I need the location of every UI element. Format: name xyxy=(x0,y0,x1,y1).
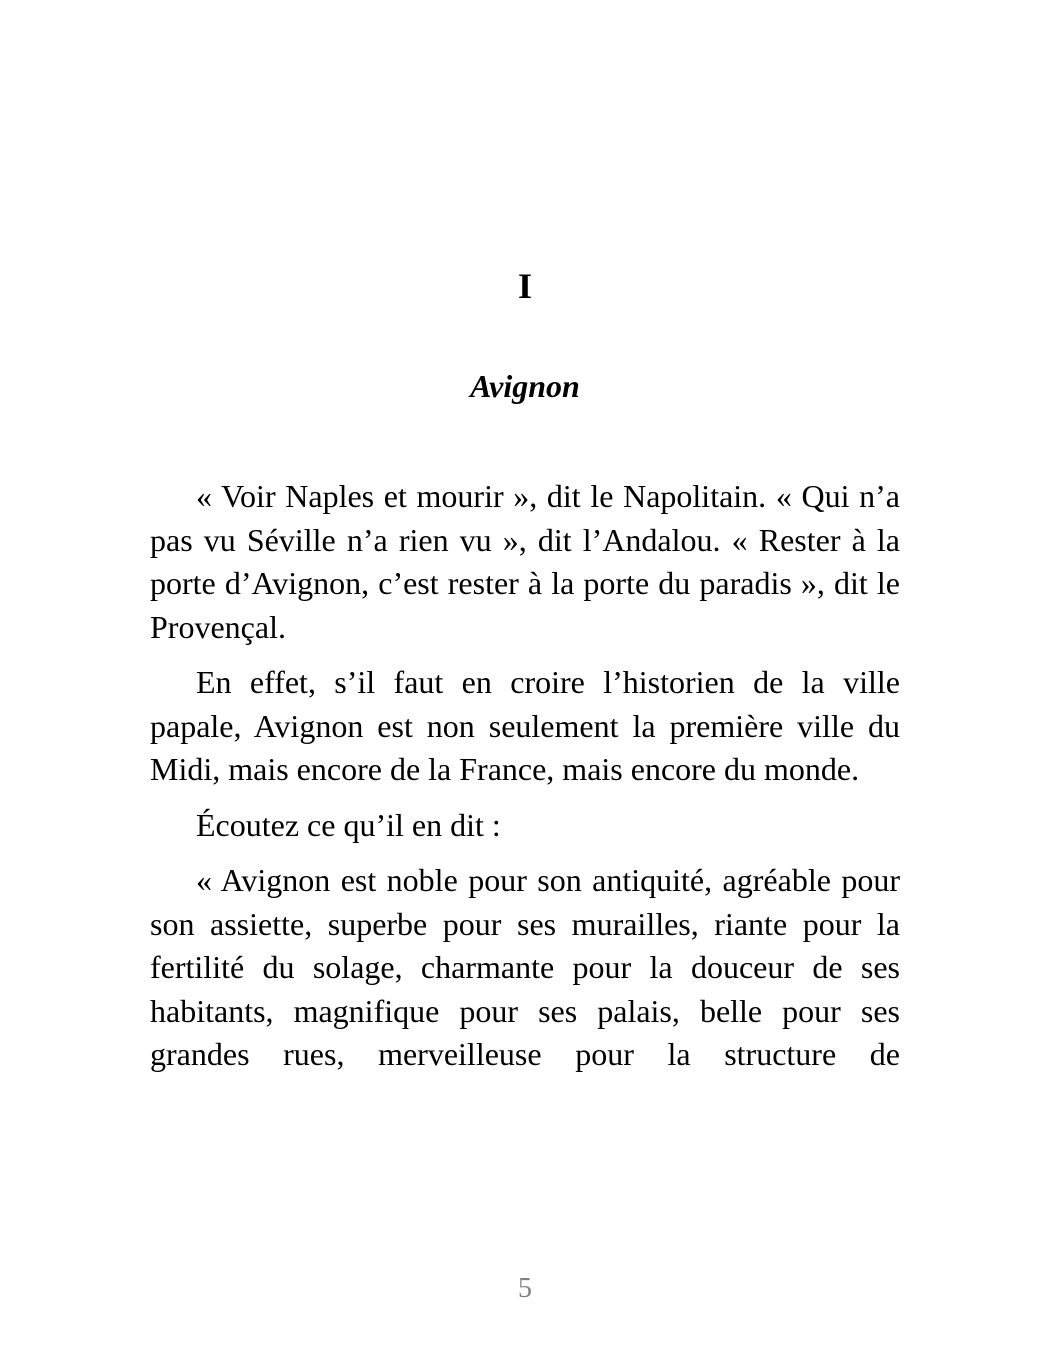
paragraph: Écoutez ce qu’il en dit : xyxy=(196,806,501,843)
chapter-number: I xyxy=(517,266,532,306)
body-text xyxy=(150,475,900,1089)
paragraph: « Voir Naples et mourir », dit le Napolitain. « Qui n’a pas vu Séville n’a rien vu », dit l’Andalou. « Rester à la porte d’Avignon, c’est rester à la porte du paradis », dit le Provençal. xyxy=(150,478,900,645)
paragraph: « Avignon est noble pour son antiquité, agréable pour son assiette, superbe pour ses murailles, riante pour la fertilité du solage, charmante pour la douceur de ses habitants, magnifique pour ses palais, belle pour ses grandes rues, merveilleuse pour la structure de xyxy=(150,862,900,1072)
page-number: 5 xyxy=(518,1273,532,1304)
paragraph: En effet, s’il faut en croire l’historien de la ville papale, Avignon est non seulement la première ville du Midi, mais encore de la France, mais encore du monde. xyxy=(150,664,900,787)
chapter-title: Avignon xyxy=(470,368,580,404)
